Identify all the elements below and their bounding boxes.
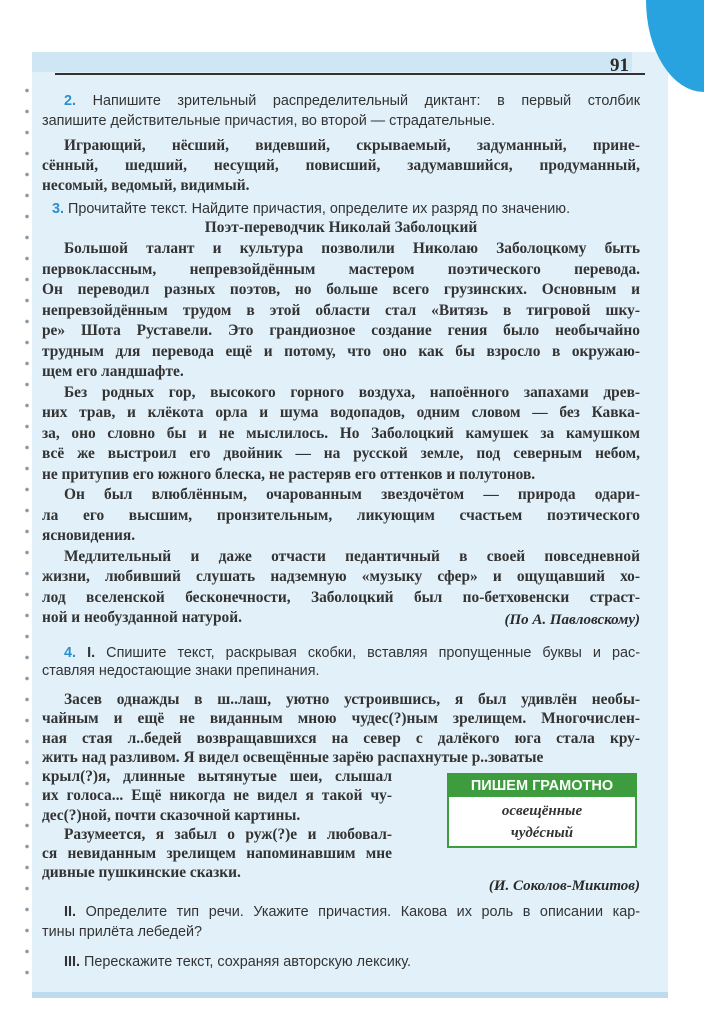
- header-rule: [55, 73, 645, 75]
- part-label: I.: [87, 645, 96, 661]
- text-line: Он переводил разных поэтов, но больше всего грузинских. Основным и: [42, 281, 640, 298]
- text-line: всё же выстроил его двойник — на русской земле, под северным небом,: [42, 445, 640, 462]
- text-line: дивные пушкинские сказки.: [42, 864, 241, 882]
- task-2-instruction: [42, 91, 640, 131]
- task-4-text: [42, 690, 640, 767]
- text-line: них трав, и клёкота орла и шума водопадов, одним словом — без Кавка-: [42, 404, 640, 421]
- text-line: дес(?)ной, почти сказочной картины.: [42, 806, 301, 824]
- text-line: Он был влюблённым, очарованным звездочётом — природа одари-: [64, 486, 640, 503]
- task-number: 2.: [64, 93, 77, 109]
- tip-box-title: ПИШЕМ ГРАМОТНО: [449, 775, 635, 797]
- text-line: несомый, ведомый, видимый.: [42, 177, 250, 194]
- text-line: ставляя недостающие знаки препинания.: [42, 663, 320, 679]
- text-line: ре» Шота Руставели. Это грандиозное создание гения было необычайно: [42, 322, 640, 339]
- task-2-words: [42, 136, 640, 196]
- text-line: ная стая л..бедей возвращавшихся на север с далёкого юга стала кру-: [42, 729, 640, 747]
- part-label: III.: [64, 954, 80, 970]
- text-line: Определите тип речи. Укажите причастия. Какова их роль в описании кар-: [85, 904, 641, 920]
- text-line: ся невиданным зрелищем напоминавшим мне: [42, 845, 392, 863]
- text-line: сённый, шедший, несущий, повисший, задумавшийся, продуманный,: [42, 157, 640, 174]
- task-4-text-narrow: [42, 767, 392, 883]
- text-title: Поэт-переводчик Николай Заболоцкий: [204, 219, 478, 236]
- text-line: Медлительный и даже отчасти педантичный в своей повседневной: [64, 547, 640, 565]
- text-line: щем его ландшафте.: [42, 363, 184, 380]
- text-line: лод вселенской бесконечности, Заболоцкий был по-бетховенски страст-: [42, 588, 640, 606]
- text-line: чайным и ещё не виданным мною чудес(?)ным зрелищем. Многочислен-: [42, 710, 640, 728]
- text-line: ла его высшим, пронзительным, ликующим счастьем поэтического: [42, 506, 640, 524]
- task-4-part-2: [42, 902, 640, 942]
- header-strip: [32, 52, 632, 72]
- text-line: Прочитайте текст. Найдите причастия, определите их разряд по значению.: [68, 201, 571, 217]
- text-line: ясновидения.: [42, 527, 136, 544]
- tip-word: чудéсный: [510, 825, 574, 841]
- text-line: Напишите зрительный распределительный диктант: в первый столбик: [92, 93, 641, 109]
- text-line: жить над разливом. Я видел освещённые зарёю распахнутые р..зоватые: [42, 748, 544, 766]
- citation: (И. Соколов-Микитов): [488, 878, 640, 894]
- tip-word: освещённые: [501, 803, 583, 819]
- task-number: 4.: [64, 645, 77, 661]
- text-line: Перескажите текст, сохраняя авторскую лексику.: [84, 954, 411, 970]
- task-3-text: [42, 239, 640, 629]
- spiral-binding-dots: [22, 80, 32, 990]
- page-number: 91: [610, 55, 629, 76]
- writing-tip-box: [447, 773, 637, 848]
- task-number: 3.: [52, 201, 65, 217]
- text-line: Без родных гор, высокого горного воздуха, напоённого запахами древ-: [64, 383, 640, 401]
- text-line: крыл(?)я, длинные вытянутые шеи, слышал: [42, 768, 392, 785]
- task-3-instruction: [42, 199, 640, 219]
- text-line: непревзойдённым трудом в этой области стал «Витязь в тигровой шку-: [42, 301, 640, 319]
- text-line: их голоса... Ещё никогда не видел я такой чу-: [42, 787, 392, 805]
- text-line: ной и необузданной натурой.: [42, 609, 242, 626]
- text-line: за, оно словно бы и не мыслилось. Но Заболоцкий камушек за камушком: [42, 424, 640, 442]
- citation: (По А. Павловскому): [504, 612, 640, 628]
- text-line: первоклассным, непревзойдённым мастером поэтического перевода.: [42, 260, 640, 278]
- page-bottom-edge: [32, 992, 668, 998]
- text-line: трудным для перевода ещё и потому, что оно как бы взросло в окружаю-: [42, 342, 640, 360]
- text-line: не притупив его южного блеска, не растеряв его оттенков и полутонов.: [42, 465, 536, 483]
- text-line: жизни, любивший слушать надземную «музыку сфер» и ощущавший хо-: [42, 568, 640, 585]
- task-4-part-3: [42, 952, 640, 972]
- task-4-instruction: [42, 644, 640, 680]
- text-line: запишите действительные причастия, во второй — страдательные.: [42, 113, 496, 129]
- text-line: Засев однажды в ш..лаш, уютно устроившись, я был удивлён необы-: [64, 691, 640, 708]
- part-label: II.: [64, 904, 76, 920]
- text-line: Спишите текст, раскрывая скобки, вставляя пропущенные буквы и рас-: [106, 645, 640, 661]
- text-line: Большой талант и культура позволили Николаю Заболоцкому быть: [64, 240, 640, 257]
- text-line: Разумеется, я забыл о руж(?)е и любовал-: [64, 825, 392, 843]
- text-line: Играющий, нёсший, видевший, скрываемый, задуманный, прине-: [64, 137, 640, 154]
- text-line: тины прилёта лебедей?: [42, 924, 203, 940]
